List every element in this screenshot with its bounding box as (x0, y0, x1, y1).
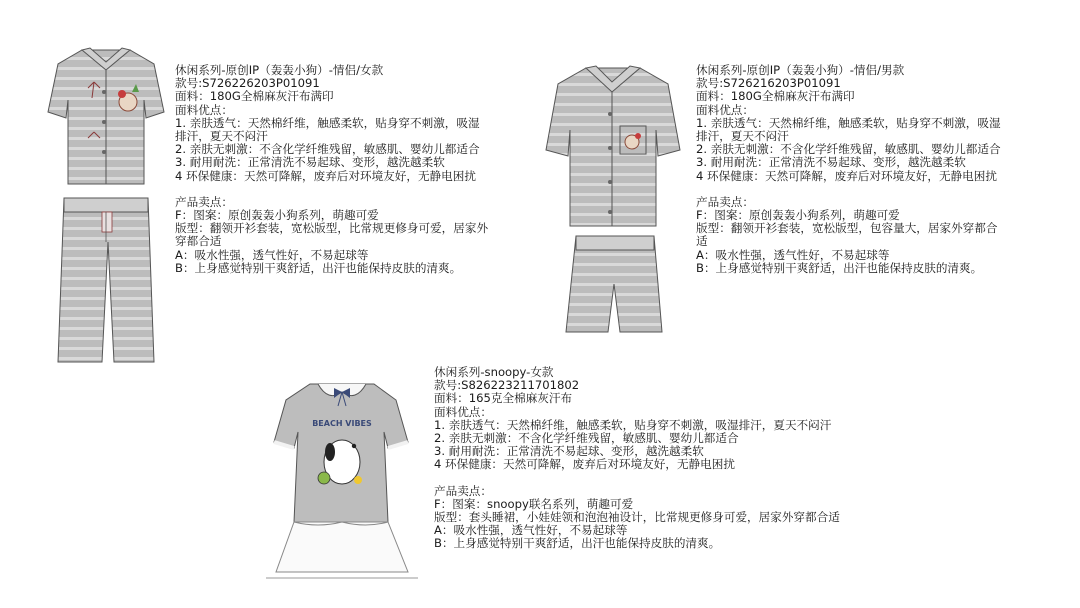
snoopy-nightdress-sketch (258, 372, 426, 582)
style-number: 款号:S826223211701802 (434, 378, 580, 393)
fabric: 面料：180G全棉麻灰汗布满印 (696, 89, 855, 104)
selling-line: B：上身感觉特别干爽舒适，出汗也能保持皮肤的清爽。 (175, 260, 462, 275)
fabric: 面料：165克全棉麻灰汗布 (434, 391, 573, 406)
product-title: 休闲系列-snoopy-女款 (434, 365, 554, 379)
advantage-line: 2. 亲肤无刺激：不含化学纤维残留，敏感肌、婴幼儿都适合 (434, 431, 739, 446)
selling-line: F：图案：原创轰轰小狗系列，萌趣可爱 (175, 208, 379, 223)
advantage-line: 2. 亲肤无刺激：不含化学纤维残留，敏感肌、婴幼儿都适合 (175, 142, 480, 157)
selling-line: 版型：翻领开衫套装，宽松版型，包容量大，居家外穿都合 (696, 221, 998, 236)
selling-line: B：上身感觉特别干爽舒适，出汗也能保持皮肤的清爽。 (696, 260, 983, 275)
advantages-heading: 面料优点： (434, 404, 492, 419)
product-info-womens-set (175, 64, 488, 275)
advantage-line: 4 环保健康：天然可降解，废弃后对环境友好，无静电困扰 (175, 168, 476, 183)
style-number: 款号:S726216203P01091 (696, 76, 841, 91)
advantage-line: 1. 亲肤透气：天然棉纤维，触感柔软，贴身穿不刺激，吸湿排汗，夏天不闷汗 (434, 417, 832, 432)
mens-pajama-set-sketch (542, 58, 684, 334)
selling-line: 适 (696, 234, 708, 249)
product-info-mens-set (696, 64, 1001, 275)
selling-line: F：图案：原创轰轰小狗系列，萌趣可爱 (696, 208, 900, 223)
product-title: 休闲系列-原创IP（轰轰小狗）-情侣/女款 (175, 63, 384, 77)
dress-print-text: BEACH VIBES (312, 419, 372, 428)
selling-heading: 产品卖点： (175, 194, 233, 209)
advantage-line: 1. 亲肤透气：天然棉纤维，触感柔软，贴身穿不刺激，吸湿 (696, 115, 1001, 130)
selling-line: 穿都合适 (175, 234, 222, 249)
advantage-line: 4 环保健康：天然可降解，废弃后对环境友好，无静电困扰 (434, 457, 735, 472)
style-number: 款号:S726226203P01091 (175, 76, 320, 91)
selling-heading: 产品卖点： (696, 194, 754, 209)
selling-line: 版型：翻领开衫套装，宽松版型，比常规更修身可爱，居家外 (175, 221, 489, 236)
advantages-heading: 面料优点： (696, 102, 754, 117)
selling-line: 版型：套头睡裙，小娃娃领和泡泡袖设计，比常规更修身可爱，居家外穿都合适 (434, 510, 840, 525)
selling-line: A：吸水性强，透气性好，不易起球等 (696, 247, 890, 262)
advantages-heading: 面料优点： (175, 102, 233, 117)
advantage-line: 3. 耐用耐洗：正常清洗不易起球、变形，越洗越柔软 (175, 155, 445, 170)
product-info-snoopy-dress (434, 366, 840, 551)
womens-pajama-set-sketch (42, 42, 170, 364)
advantage-line: 4 环保健康：天然可降解，废弃后对环境友好，无静电困扰 (696, 168, 997, 183)
fabric: 面料：180G全棉麻灰汗布满印 (175, 89, 334, 104)
advantage-line: 2. 亲肤无刺激：不含化学纤维残留，敏感肌、婴幼儿都适合 (696, 142, 1001, 157)
advantage-line: 排汗，夏天不闷汗 (696, 129, 789, 144)
selling-line: A：吸水性强，透气性好，不易起球等 (175, 247, 369, 262)
selling-heading: 产品卖点： (434, 483, 492, 498)
product-title: 休闲系列-原创IP（轰轰小狗）-情侣/男款 (696, 63, 905, 77)
selling-line: B：上身感觉特别干爽舒适，出汗也能保持皮肤的清爽。 (434, 536, 721, 551)
advantage-line: 1. 亲肤透气：天然棉纤维，触感柔软，贴身穿不刺激，吸湿 (175, 115, 480, 130)
advantage-line: 3. 耐用耐洗：正常清洗不易起球、变形，越洗越柔软 (696, 155, 966, 170)
selling-line: F：图案：snoopy联名系列，萌趣可爱 (434, 496, 634, 511)
advantage-line: 排汗，夏天不闷汗 (175, 129, 268, 144)
selling-line: A：吸水性强，透气性好，不易起球等 (434, 523, 628, 538)
advantage-line: 3. 耐用耐洗：正常清洗不易起球、变形，越洗越柔软 (434, 444, 704, 459)
